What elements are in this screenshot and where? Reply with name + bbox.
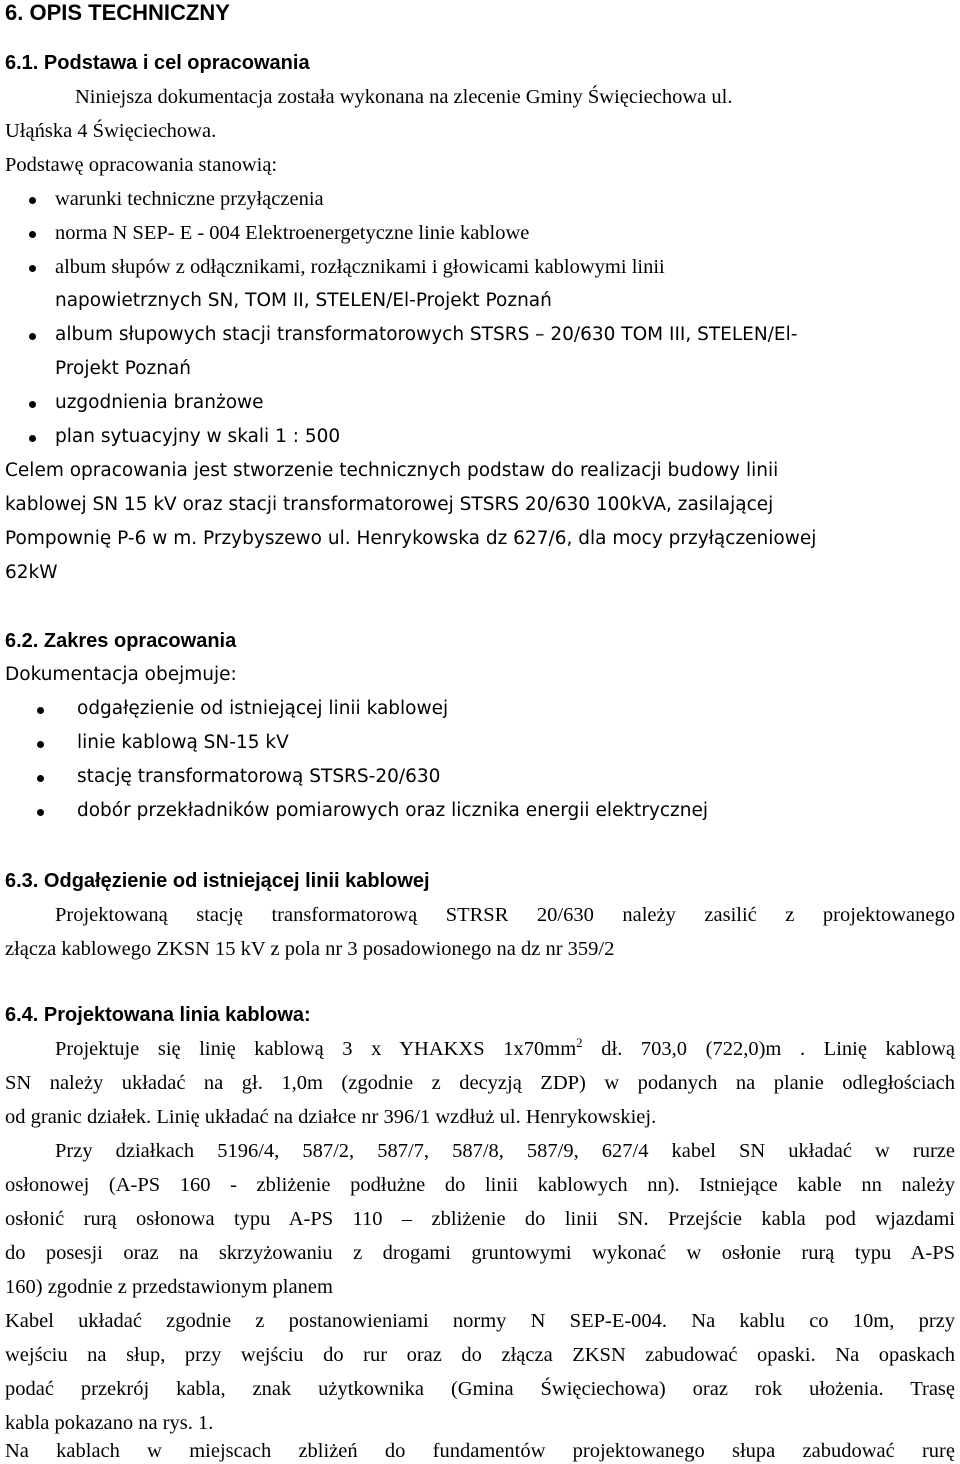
heading-6-3-title: Odgałęzienie od istniejącej linii kablowej bbox=[43, 870, 430, 892]
superscript: 2 bbox=[576, 1035, 583, 1051]
paragraph-line: osłonić rurą osłonowa typu A-PS 110 – zbliżenie do linii SN. Przejście kabla pod wjazdami bbox=[5, 1208, 955, 1230]
paragraph-line: Na kablach w miejscach zbliżeń do fundamentów projektowanego słupa zabudować rurę bbox=[5, 1440, 955, 1462]
bullet-icon bbox=[29, 401, 36, 408]
heading-6-2 bbox=[5, 628, 236, 654]
goal-line: Celem opracowania jest stworzenie technicznych podstaw do realizacji budowy linii bbox=[5, 460, 779, 481]
list-item: album słupów z odłącznikami, rozłącznikami i głowicami kablowymi linii bbox=[55, 256, 665, 278]
paragraph-line: Kabel układać zgodnie z postanowieniami normy N SEP-E-004. Na kablu co 10m, przy bbox=[5, 1310, 955, 1332]
heading-6: 6. OPIS TECHNICZNY bbox=[5, 0, 230, 25]
heading-6-4 bbox=[5, 1002, 311, 1028]
heading-6-2-number: 6.2. bbox=[5, 630, 39, 652]
bullet-icon bbox=[37, 775, 44, 782]
paragraph-line: złącza kablowego ZKSN 15 kV z pola nr 3 posadowionego na dz nr 359/2 bbox=[5, 938, 615, 960]
paragraph-line: od granic działek. Linię układać na działce nr 396/1 wzdłuż ul. Henrykowskiej. bbox=[5, 1106, 657, 1128]
paragraph-line: SN należy układać na gł. 1,0m (zgodnie z decyzją ZDP) w podanych na planie odległościach bbox=[5, 1072, 955, 1094]
list-item: dobór przekładników pomiarowych oraz licznika energii elektrycznej bbox=[77, 800, 708, 821]
list-item: uzgodnienia branżowe bbox=[55, 392, 264, 413]
bullet-icon bbox=[29, 265, 36, 272]
goal-line: kablowej SN 15 kV oraz stacji transformatorowej STSRS 20/630 100kVA, zasilającej bbox=[5, 494, 774, 515]
basis-label: Podstawę opracowania stanowią: bbox=[5, 154, 278, 176]
paragraph-line: kabla pokazano na rys. 1. bbox=[5, 1412, 214, 1434]
cable-spec-text: Projektuje się linię kablową 3 x YHAKXS 1x70mm bbox=[55, 1038, 577, 1060]
paragraph-line: do posesji oraz na skrzyżowaniu z drogami gruntowymi wykonać w osłonie rurą typu A-PS bbox=[5, 1242, 955, 1264]
list-item-continuation: napowietrznych SN, TOM II, STELEN/El-Projekt Poznań bbox=[55, 290, 552, 311]
paragraph-line: Przy działkach 5196/4, 587/2, 587/7, 587/8, 587/9, 627/4 kabel SN układać w rurze bbox=[55, 1140, 955, 1162]
bullet-icon bbox=[37, 707, 44, 714]
paragraph-line: Projektowaną stację transformatorową STRSR 20/630 należy zasilić z projektowanego bbox=[55, 904, 955, 926]
list-item: warunki techniczne przyłączenia bbox=[55, 188, 324, 210]
bullet-icon bbox=[29, 333, 36, 340]
list-item: linie kablową SN-15 kV bbox=[77, 732, 289, 753]
list-item: odgałęzienie od istniejącej linii kablowej bbox=[77, 698, 449, 719]
heading-6-3-number: 6.3. bbox=[5, 870, 39, 892]
goal-line: 62kW bbox=[5, 562, 58, 583]
bullet-icon bbox=[29, 197, 36, 204]
cable-length-text: dł. 703,0 (722,0)m . Linię kablową bbox=[582, 1038, 955, 1060]
bullet-icon bbox=[37, 741, 44, 748]
heading-6-1-number: 6.1. bbox=[5, 52, 39, 74]
heading-6-4-number: 6.4. bbox=[5, 1004, 39, 1026]
paragraph-line bbox=[55, 1036, 955, 1062]
list-item: norma N SEP- E - 004 Elektroenergetyczne linie kablowe bbox=[55, 222, 530, 244]
intro-line-1: Niniejsza dokumentacja została wykonana na zlecenie Gminy Święciechowa ul. bbox=[75, 86, 733, 108]
heading-6-3 bbox=[5, 868, 430, 894]
paragraph-line: podać przekrój kabla, znak użytkownika (Gmina Święciechowa) oraz rok ułożenia. Trasę bbox=[5, 1378, 955, 1400]
list-item-continuation: Projekt Poznań bbox=[55, 358, 192, 379]
bullet-icon bbox=[29, 231, 36, 238]
heading-6-2-title: Zakres opracowania bbox=[43, 630, 237, 652]
heading-6-1-title: Podstawa i cel opracowania bbox=[43, 52, 310, 74]
list-item: stację transformatorową STSRS-20/630 bbox=[77, 766, 441, 787]
list-item: album słupowych stacji transformatorowych STSRS – 20/630 TOM III, STELEN/El- bbox=[55, 324, 798, 345]
paragraph-line: 160) zgodnie z przedstawionym planem bbox=[5, 1276, 333, 1298]
heading-6-4-title: Projektowana linia kablowa: bbox=[43, 1004, 311, 1026]
bullet-icon bbox=[29, 435, 36, 442]
goal-line: Pompownię P-6 w m. Przybyszewo ul. Henrykowska dz 627/6, dla mocy przyłączeniowej bbox=[5, 528, 817, 549]
paragraph-line: osłonowej (A-PS 160 - zbliżenie podłużne do linii kablowych nn). Istniejące kable nn należy bbox=[5, 1174, 955, 1196]
intro-line-2: Ułąńska 4 Święciechowa. bbox=[5, 120, 217, 142]
list-item: plan sytuacyjny w skali 1 : 500 bbox=[55, 426, 341, 447]
bullet-icon bbox=[37, 809, 44, 816]
paragraph-line: wejściu na słup, przy wejściu do rur oraz do złącza ZKSN zabudować opaski. Na opaskach bbox=[5, 1344, 955, 1366]
scope-intro: Dokumentacja obejmuje: bbox=[5, 664, 237, 685]
heading-6-1 bbox=[5, 50, 310, 76]
